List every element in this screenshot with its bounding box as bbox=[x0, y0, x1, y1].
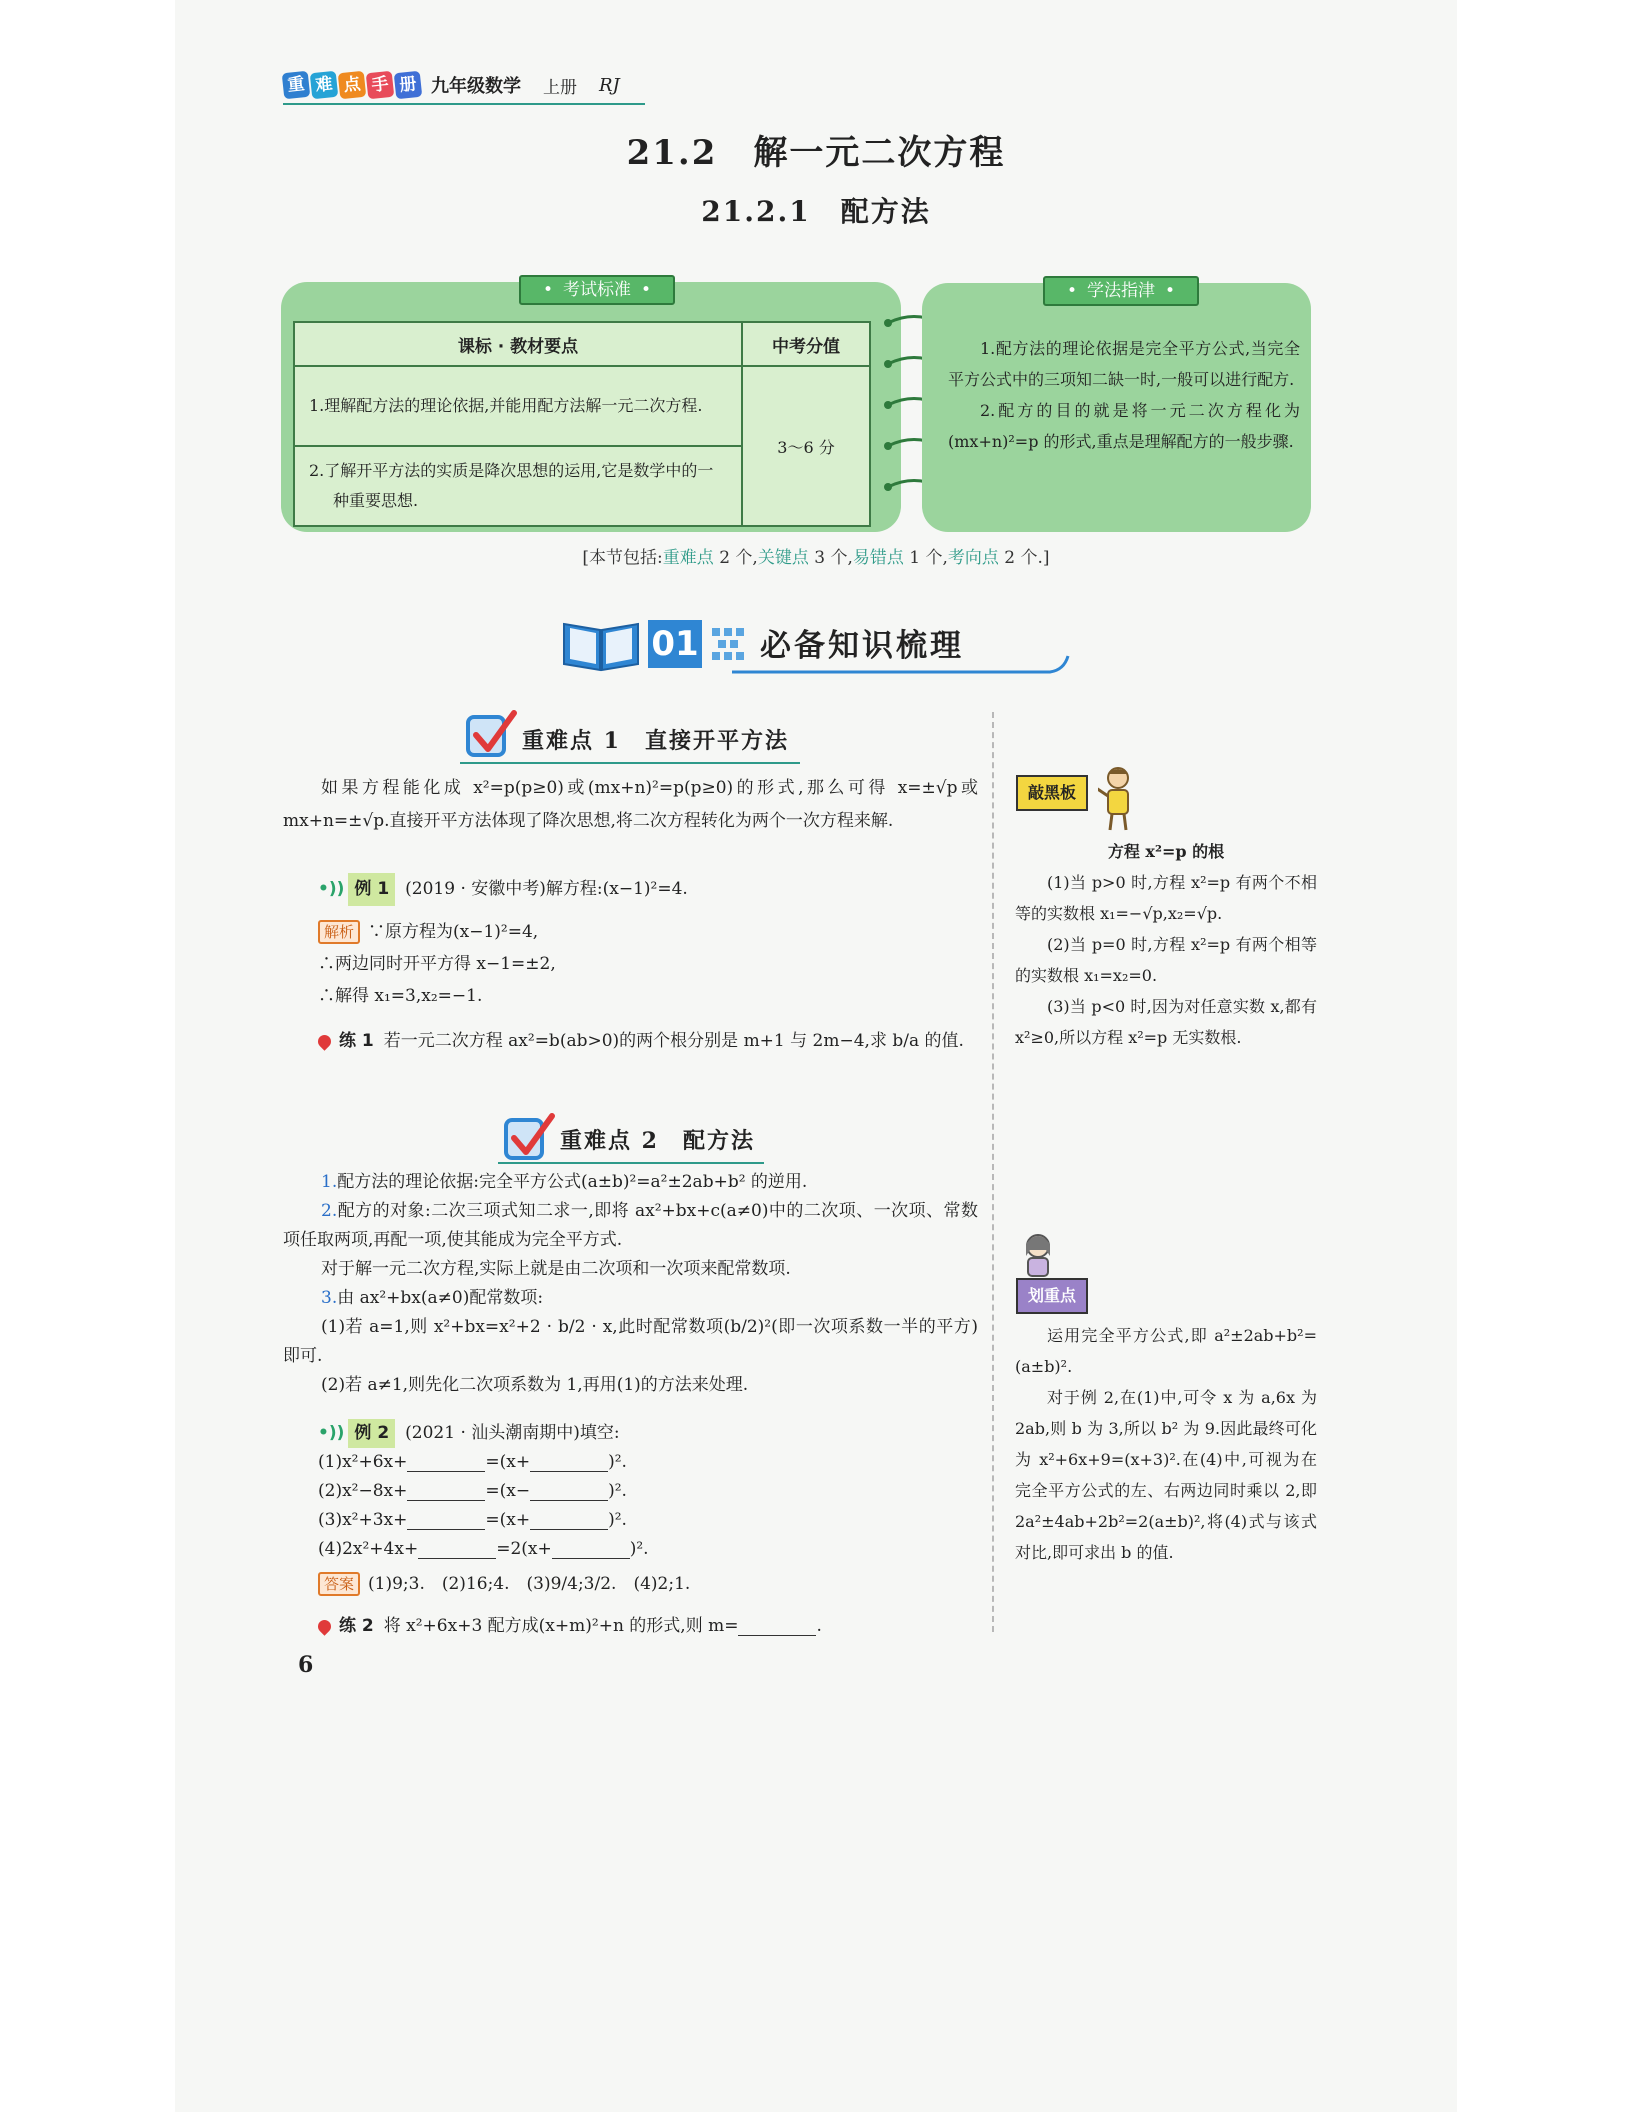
analysis-block bbox=[318, 916, 978, 1012]
exam-standard-table bbox=[293, 321, 871, 527]
brand-char: 重 bbox=[282, 71, 311, 100]
teacher-figure-icon bbox=[1098, 764, 1138, 832]
col-points-header: 课标 · 教材要点 bbox=[294, 322, 742, 366]
side-paragraph: (1)当 p>0 时,方程 x²=p 有两个不相等的实数根 x₁=−√p,x₂=√p. bbox=[1015, 873, 1317, 923]
heading-underline bbox=[460, 762, 800, 764]
paragraph: (2)若 a≠1,则先化二次项系数为 1,再用(1)的方法来处理. bbox=[321, 1375, 749, 1395]
study-tips-label: • 学法指津 • bbox=[1043, 276, 1199, 306]
practice-1 bbox=[318, 1025, 978, 1058]
paragraph: (1)若 a=1,则 x²+bx=x²+2 · b/2 · x,此时配常数项(b/2)²(即一次项系数一半的平方)即可. bbox=[283, 1317, 978, 1366]
brand-header bbox=[283, 72, 620, 98]
volume-label: 上册 bbox=[543, 77, 577, 98]
side-paragraph: (2)当 p=0 时,方程 x²=p 有两个相等的实数根 x₁=x₂=0. bbox=[1015, 935, 1317, 985]
study-tips-text bbox=[948, 333, 1300, 457]
banner-underline bbox=[730, 652, 1070, 676]
standard-row: 2.了解开平方法的实质是降次思想的运用,它是数学中的一种重要思想. bbox=[294, 446, 742, 526]
section-banner-title: 必备知识梳理 bbox=[760, 628, 964, 664]
answer-text: (1)9;3. (2)16;4. (3)9/4;3/2. (4)2;1. bbox=[368, 1574, 691, 1594]
paragraph: 配方法的理论依据:完全平方公式(a±b)²=a²±2ab+b² 的逆用. bbox=[337, 1172, 808, 1192]
pin-icon bbox=[315, 1617, 333, 1635]
brand-char: 手 bbox=[366, 71, 395, 100]
section-summary-note: [本节包括:重难点 2 个,关键点 3 个,易错点 1 个,考向点 2 个.] bbox=[582, 548, 1050, 568]
header-rule bbox=[283, 103, 645, 105]
checkmark-icon bbox=[500, 1110, 556, 1166]
section-banner bbox=[560, 612, 1070, 676]
pin-icon bbox=[315, 1032, 333, 1050]
answer-2 bbox=[318, 1568, 978, 1601]
practice-2: 练 2 将 x²+6x+3 配方成(x+m)²+n 的形式,则 m= . bbox=[318, 1610, 978, 1643]
example-label: 例 2 bbox=[348, 1419, 395, 1448]
side-tag-knock-board: 敲黑板 bbox=[1016, 775, 1088, 811]
brand-char: 点 bbox=[338, 71, 367, 100]
analysis-line: ∴解得 x₁=3,x₂=−1. bbox=[318, 986, 483, 1006]
tip-paragraph: 2.配方的目的就是将一元二次方程化为(mx+n)²=p 的形式,重点是理解配方的一般步骤. bbox=[948, 401, 1300, 451]
exam-standard-label: • 考试标准 • bbox=[519, 275, 675, 305]
paragraph: 由 ax²+bx(a≠0)配常数项: bbox=[337, 1288, 544, 1308]
audio-icon: •)) bbox=[318, 1423, 345, 1443]
col-score-header: 中考分值 bbox=[742, 322, 870, 366]
standard-row: 1.理解配方法的理论依据,并能用配方法解一元二次方程. bbox=[294, 366, 742, 446]
heading-underline bbox=[498, 1162, 764, 1164]
practice-label: 练 1 bbox=[339, 1031, 374, 1051]
grade-label: 九年级数学 bbox=[431, 76, 521, 97]
analysis-tag: 解析 bbox=[318, 920, 360, 944]
page-number: 6 bbox=[298, 1652, 314, 1678]
example-label: 例 1 bbox=[348, 873, 395, 906]
open-book-icon bbox=[560, 614, 642, 674]
section-number: 01 bbox=[648, 620, 702, 668]
example-text: (2021 · 汕头潮南期中)填空: bbox=[405, 1423, 620, 1443]
tip-paragraph: 1.配方法的理论依据是完全平方公式,当完全平方公式中的三项知二缺一时,一般可以进行配方. bbox=[948, 339, 1300, 389]
audio-icon: •)) bbox=[318, 879, 345, 899]
key-point-1-heading: 重难点 1 直接开平方法 bbox=[522, 728, 789, 754]
analysis-line: ∵原方程为(x−1)²=4, bbox=[368, 922, 539, 942]
paragraph: 对于解一元二次方程,实际上就是由二次项和一次项来配常数项. bbox=[321, 1259, 791, 1279]
analysis-line: ∴两边同时开平方得 x−1=±2, bbox=[318, 954, 556, 974]
brand-char: 难 bbox=[310, 71, 339, 100]
fill-line: (1)x²+6x+ =(x+ )². bbox=[318, 1452, 627, 1472]
side-paragraph: 对于例 2,在(1)中,可令 x 为 a,6x 为 2ab,则 b 为 3,所以 b² 为 9.因此最终可化为 x²+6x+9=(x+3)².在(4)中,可视为在完全平方公式的左、右两边同时乘以 2,即 2a²±4ab+2b²=2(a±b)²,将(4)式与该式对比,即可求出 b 的值. bbox=[1015, 1388, 1317, 1562]
side-note-title: 方程 x²=p 的根 bbox=[1107, 842, 1225, 861]
practice-text: 若一元二次方程 ax²=b(ab>0)的两个根分别是 m+1 与 2m−4,求 b/a 的值. bbox=[383, 1031, 964, 1051]
side-note-2 bbox=[1015, 1320, 1317, 1568]
edition-label: RJ bbox=[599, 74, 620, 96]
fill-line: (3)x²+3x+ =(x+ )². bbox=[318, 1510, 627, 1530]
brand-char: 册 bbox=[394, 71, 423, 100]
example-2 bbox=[318, 1419, 978, 1564]
side-note-1 bbox=[1015, 836, 1317, 1053]
example-1 bbox=[318, 873, 978, 906]
column-divider bbox=[992, 712, 994, 1632]
side-tag-highlight: 划重点 bbox=[1016, 1278, 1088, 1314]
practice-label: 练 2 bbox=[339, 1616, 374, 1636]
side-paragraph: 运用完全平方公式,即 a²±2ab+b²=(a±b)². bbox=[1015, 1326, 1317, 1376]
fill-line: (4)2x²+4x+ =2(x+ )². bbox=[318, 1539, 649, 1559]
key-point-2-body: 1.配方法的理论依据:完全平方公式(a±b)²=a²±2ab+b² 的逆用. 2.配方的对象:二次三项式知二求一,即将 ax²+bx+c(a≠0)中的二次项、一次项、常数项任取两项,再配一项,使其能成为完全平方式. 对于解一元二次方程,实际上就是由二次项和一次项来配常数项. 3.由 ax²+bx(a≠0)配常数项: (1)若 a=1,则 x²+bx=x²+2 · b/2 · x,此时配常数项(b/2)²(即一次项系数一半的平方)即可. (2)若 a≠1,则先化二次项系数为 1,再用(1)的方法来处理. bbox=[283, 1168, 978, 1400]
subsection-title: 21.2.1 配方法 bbox=[701, 195, 931, 228]
example-text: (2019 · 安徽中考)解方程:(x−1)²=4. bbox=[405, 879, 688, 899]
section-title: 21.2 解一元二次方程 bbox=[626, 133, 1006, 173]
key-point-1-body: 如果方程能化成 x²=p(p≥0)或(mx+n)²=p(p≥0)的形式,那么可得 x=±√p或 mx+n=±√p.直接开平方法体现了降次思想,将二次方程转化为两个一次方程来解. bbox=[283, 778, 978, 831]
checkmark-icon bbox=[462, 707, 518, 763]
paragraph: 配方的对象:二次三项式知二求一,即将 ax²+bx+c(a≠0)中的二次项、一次项、常数项任取两项,再配一项,使其能成为完全平方式. bbox=[283, 1201, 978, 1250]
key-point-2-heading: 重难点 2 配方法 bbox=[560, 1128, 755, 1154]
side-paragraph: (3)当 p<0 时,因为对任意实数 x,都有 x²≥0,所以方程 x²=p 无实数根. bbox=[1015, 997, 1317, 1047]
fill-line: (2)x²−8x+ =(x− )². bbox=[318, 1481, 627, 1501]
student-figure-icon bbox=[1018, 1230, 1058, 1278]
practice-text: 将 x²+6x+3 配方成(x+m)²+n 的形式,则 m= bbox=[383, 1616, 739, 1636]
score-cell: 3～6 分 bbox=[742, 366, 870, 526]
answer-tag: 答案 bbox=[318, 1572, 360, 1596]
